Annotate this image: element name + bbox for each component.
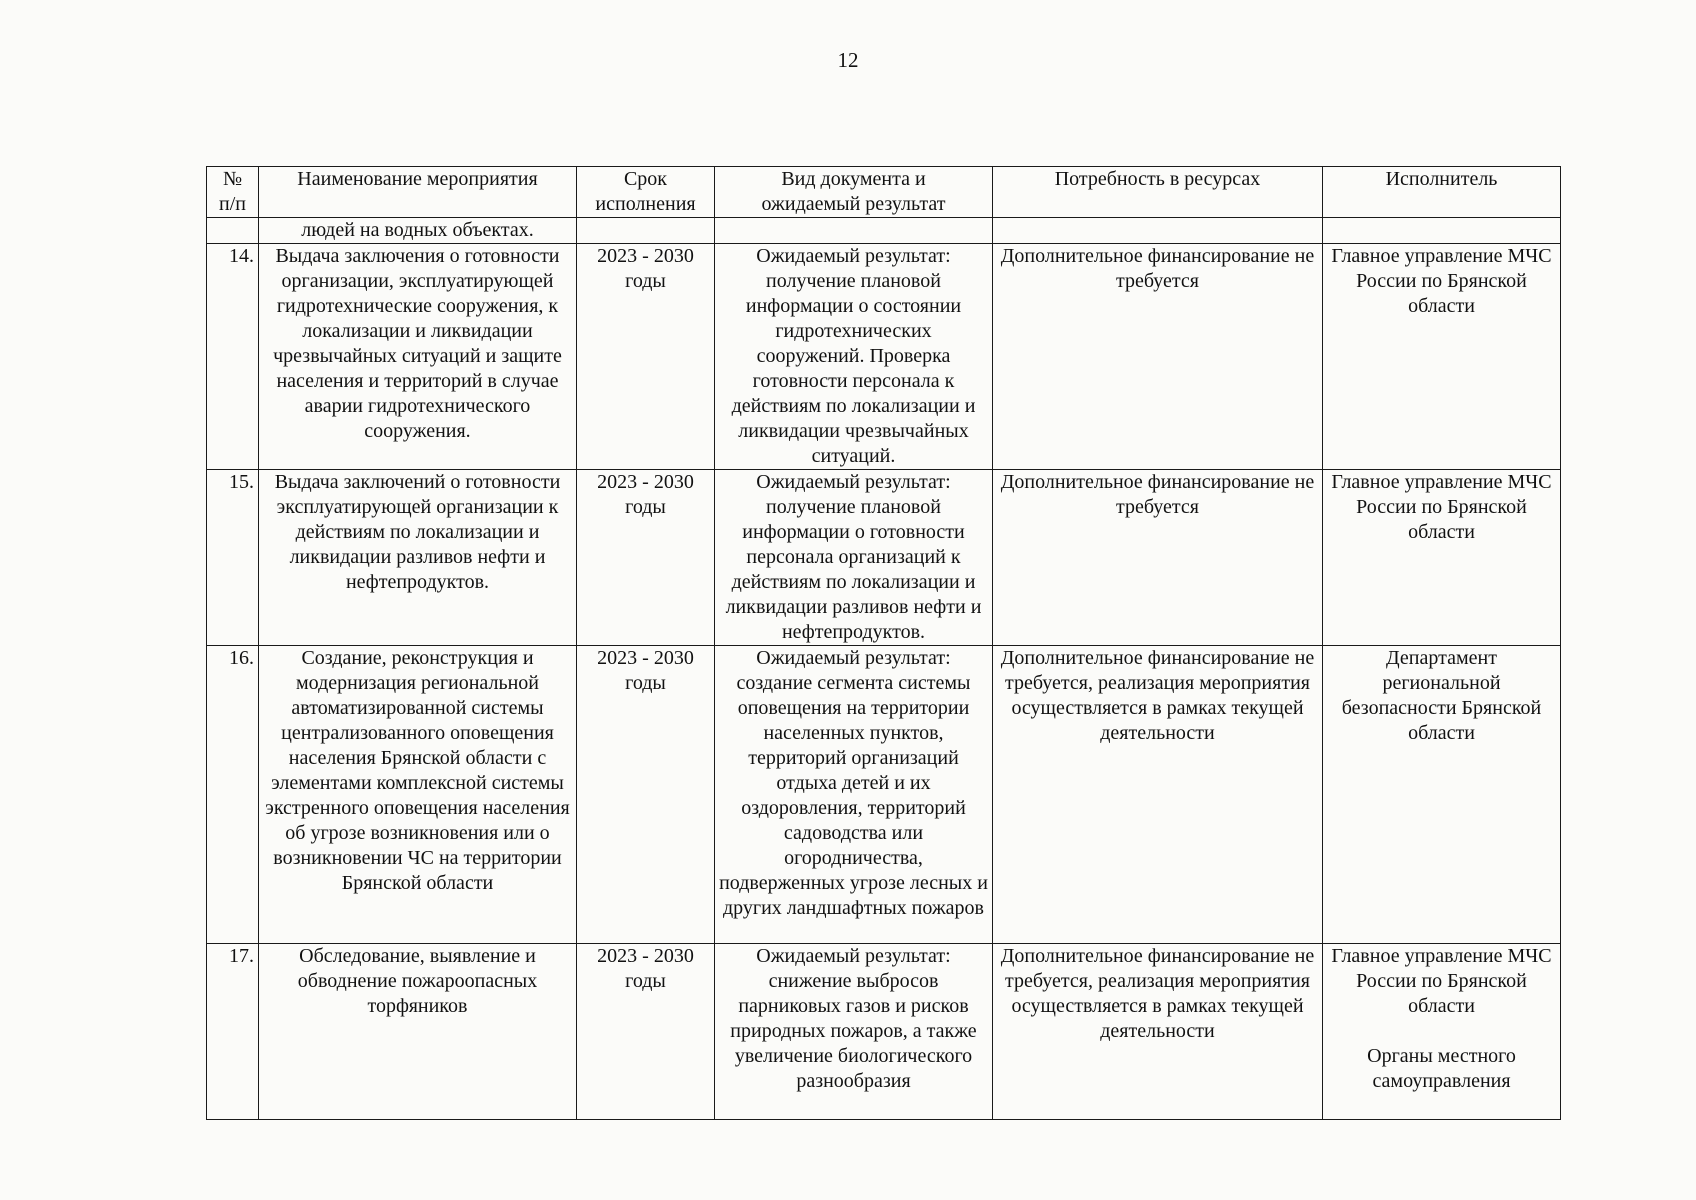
table-row [207,470,1561,646]
cell-term [577,218,715,244]
cell-num: 14. [207,244,259,470]
cell-num [207,218,259,244]
table-row [207,244,1561,470]
header-resources: Потребность в ресурсах [993,167,1323,218]
cell-term: 2023 - 2030 годы [577,646,715,944]
cell-name: людей на водных объектах. [259,218,577,244]
cell-doc: Ожидаемый результат: снижение выбросов парниковых газов и рисков природных пожаров, а также увеличение биологического разнообразия [715,944,993,1120]
measures-table [206,166,1561,1120]
cell-resources: Дополнительное финансирование не требуется [993,244,1323,470]
page-number: 12 [837,48,859,72]
cell-name: Выдача заключения о готовности организации, эксплуатирующей гидротехнические сооружения, к локализации и ликвидации чрезвычайных ситуаций и защите населения и территорий в случае аварии гидротехнического сооружения. [259,244,577,470]
header-term: Срок исполнения [577,167,715,218]
cell-executor: Главное управление МЧС России по Брянской области Органы местного самоуправления [1323,944,1561,1120]
cell-resources: Дополнительное финансирование не требуется, реализация мероприятия осуществляется в рамках текущей деятельности [993,944,1323,1120]
cell-doc [715,218,993,244]
cell-num: 16. [207,646,259,944]
table-header-row [207,167,1561,218]
continuation-row [207,218,1561,244]
cell-executor: Главное управление МЧС России по Брянской области [1323,470,1561,646]
cell-executor: Департамент региональной безопасности Брянской области [1323,646,1561,944]
cell-term: 2023 - 2030 годы [577,470,715,646]
cell-term: 2023 - 2030 годы [577,244,715,470]
cell-name: Выдача заключений о готовности эксплуатирующей организации к действиям по локализации и ликвидации разливов нефти и нефтепродуктов. [259,470,577,646]
cell-executor [1323,218,1561,244]
header-name: Наименование мероприятия [259,167,577,218]
table-row [207,944,1561,1120]
cell-doc: Ожидаемый результат: получение плановой информации о готовности персонала организаций к действиям по локализации и ликвидации разливов нефти и нефтепродуктов. [715,470,993,646]
cell-name: Создание, реконструкция и модернизация региональной автоматизированной системы централизованного оповещения населения Брянской области с элементами комплексной системы экстренного оповещения населения об угрозе возникновения или о возникновении ЧС на территории Брянской области [259,646,577,944]
header-num: № п/п [207,167,259,218]
header-doc: Вид документа и ожидаемый результат [715,167,993,218]
cell-resources: Дополнительное финансирование не требуется [993,470,1323,646]
cell-num: 15. [207,470,259,646]
table-row [207,646,1561,944]
header-executor: Исполнитель [1323,167,1561,218]
cell-resources [993,218,1323,244]
cell-doc: Ожидаемый результат: получение плановой информации о состоянии гидротехнических сооружений. Проверка готовности персонала к действиям по локализации и ликвидации чрезвычайных ситуаций. [715,244,993,470]
cell-executor: Главное управление МЧС России по Брянской области [1323,244,1561,470]
cell-term: 2023 - 2030 годы [577,944,715,1120]
cell-resources: Дополнительное финансирование не требуется, реализация мероприятия осуществляется в рамках текущей деятельности [993,646,1323,944]
cell-num: 17. [207,944,259,1120]
cell-doc: Ожидаемый результат: создание сегмента системы оповещения на территории населенных пунктов, территорий организаций отдыха детей и их оздоровления, территорий садоводства или огородничества, подверженных угрозе лесных и других ландшафтных пожаров [715,646,993,944]
cell-name: Обследование, выявление и обводнение пожароопасных торфяников [259,944,577,1120]
